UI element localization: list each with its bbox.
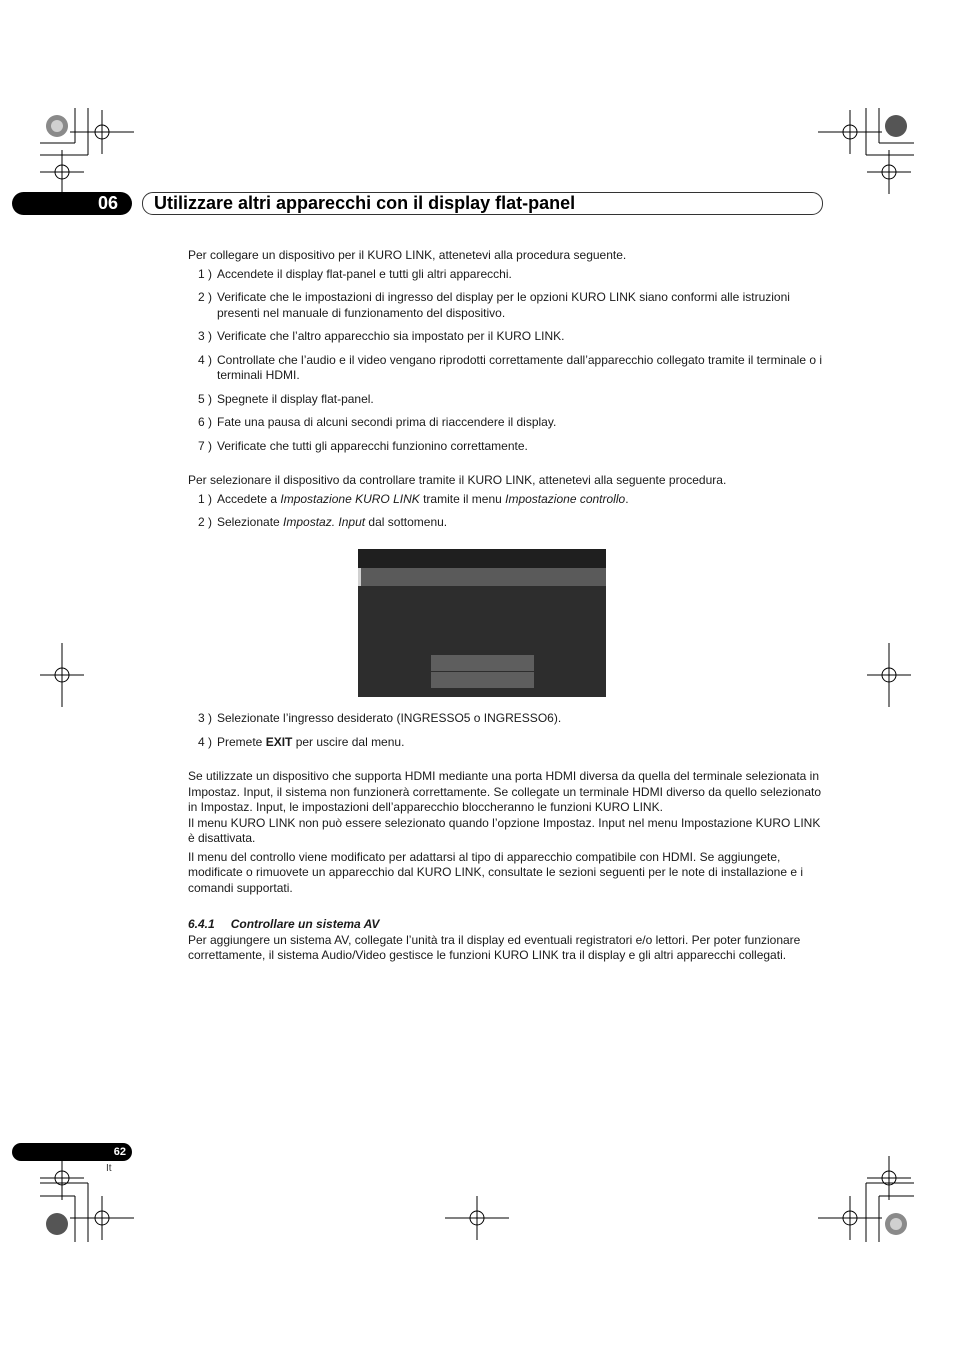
step-text: Verificate che le impostazioni di ingresso del display per le opzioni KURO LINK siano conformi alle istruzioni presenti nel manuale di funzionamento del dispositivo. (217, 290, 790, 320)
step-number: 3 ) (198, 329, 213, 343)
step-number: 6 ) (198, 415, 213, 429)
step-number: 2 ) (198, 290, 213, 304)
step-text: . (625, 491, 629, 506)
notes (188, 769, 822, 896)
menu-highlight-row (358, 568, 606, 586)
subsection-number: 6.4.1 (188, 917, 215, 931)
step-number: 1 ) (198, 491, 213, 506)
step-number: 1 ) (198, 266, 213, 281)
note-paragraph: Il menu KURO LINK non può essere selezionato quando l’opzione Impostaz. Input nel menu Impostazione KURO LINK è disattivata. (188, 815, 821, 845)
list-item (188, 353, 822, 384)
subsection-body: Per aggiungere un sistema AV, collegate l’unità tra il display ed eventuali registratori e/o lettori. Per poter funzionare correttamente, il sistema Audio/Video gestisce le funzioni KURO LINK tra il display e gli altri apparecchi collegati. (188, 932, 801, 962)
list-item (188, 329, 822, 345)
step-text: Spegnete il display flat-panel. (217, 391, 374, 406)
step-number: 7 ) (198, 438, 213, 453)
step-text: Controllate che l’audio e il video vengano riprodotti correttamente dall’apparecchio collegato tramite il terminale o i terminali HDMI. (217, 352, 822, 382)
menu-name: Impostazione controllo (505, 491, 626, 506)
section1-steps (188, 267, 822, 455)
chapter-number: 06 (98, 193, 119, 213)
step-text: Selezionate l’ingresso desiderato (INGRESSO5 o INGRESSO6). (217, 711, 562, 725)
section2-intro: Per selezionare il dispositivo da controllare tramite il KURO LINK, attenetevi alla seguente procedura. (188, 473, 727, 487)
step-number: 5 ) (198, 391, 213, 406)
list-item (188, 492, 822, 508)
step-text: Selezionate (217, 515, 284, 529)
section-select-continued (188, 711, 822, 758)
step-text: dal sottomenu. (365, 515, 448, 529)
exit-key-label: EXIT (265, 734, 293, 749)
menu-cursor (358, 568, 361, 586)
step-text: Accendete il display flat-panel e tutti gli altri apparecchi. (217, 266, 512, 281)
list-item (188, 439, 822, 455)
section2-steps-b (188, 711, 822, 750)
note-paragraph: Se utilizzate un dispositivo che supporta HDMI mediante una porta HDMI diversa da quella del terminale selezionata in Impostaz. Input, il sistema non funzionerà correttamente. Se collegate un terminale HDMI diverso da quello selezionato in Impostaz. Input, le impostazioni dell’apparecchio bloccheranno le funzioni KURO LINK. (188, 769, 821, 814)
menu-item-name: Impostaz. Input (283, 515, 366, 529)
menu-title-bar (358, 549, 606, 568)
step-text: Premete (217, 734, 266, 749)
step-text: Verificate che l’altro apparecchio sia impostato per il KURO LINK. (217, 329, 565, 343)
step-number: 4 ) (198, 734, 213, 749)
section-select (188, 473, 822, 539)
list-item (188, 735, 822, 751)
step-number: 3 ) (198, 711, 213, 725)
list-item (188, 290, 822, 321)
list-item (188, 515, 822, 531)
list-item (188, 267, 822, 283)
section1-intro: Per collegare un dispositivo per il KURO LINK, attenetevi alla procedura seguente. (188, 248, 627, 262)
menu-screenshot (358, 549, 606, 697)
subsection-title: Controllare un sistema AV (230, 917, 380, 931)
menu-item-name: Impostazione KURO LINK (280, 491, 420, 506)
step-number: 2 ) (198, 515, 213, 529)
step-text: per uscire dal menu. (292, 734, 405, 749)
section2-steps-a (188, 492, 822, 531)
language-code: It (106, 1163, 112, 1174)
list-item (188, 711, 822, 727)
page-number: 62 (113, 1146, 126, 1158)
subsection-heading (188, 917, 822, 933)
section-connect (188, 248, 822, 462)
step-number: 4 ) (198, 352, 213, 367)
subsection-av-system (188, 917, 822, 964)
list-item (188, 415, 822, 431)
step-text: Accedete a (217, 491, 281, 506)
chapter-title: Utilizzare altri apparecchi con il display flat-panel (154, 193, 576, 213)
step-text: tramite il menu (419, 491, 506, 506)
step-text: Fate una pausa di alcuni secondi prima di riaccendere il display. (217, 415, 557, 429)
menu-option-1 (431, 655, 534, 671)
menu-option-2 (431, 672, 534, 688)
step-text: Verificate che tutti gli apparecchi funzionino correttamente. (217, 438, 528, 453)
note-paragraph: Il menu del controllo viene modificato per adattarsi al tipo di apparecchio compatibile con HDMI. Se aggiungete, modificate o rimuovete un apparecchio dal KURO LINK, consultate le sezioni seguenti per le note di installazione e i comandi supportati. (188, 849, 804, 895)
list-item (188, 392, 822, 408)
